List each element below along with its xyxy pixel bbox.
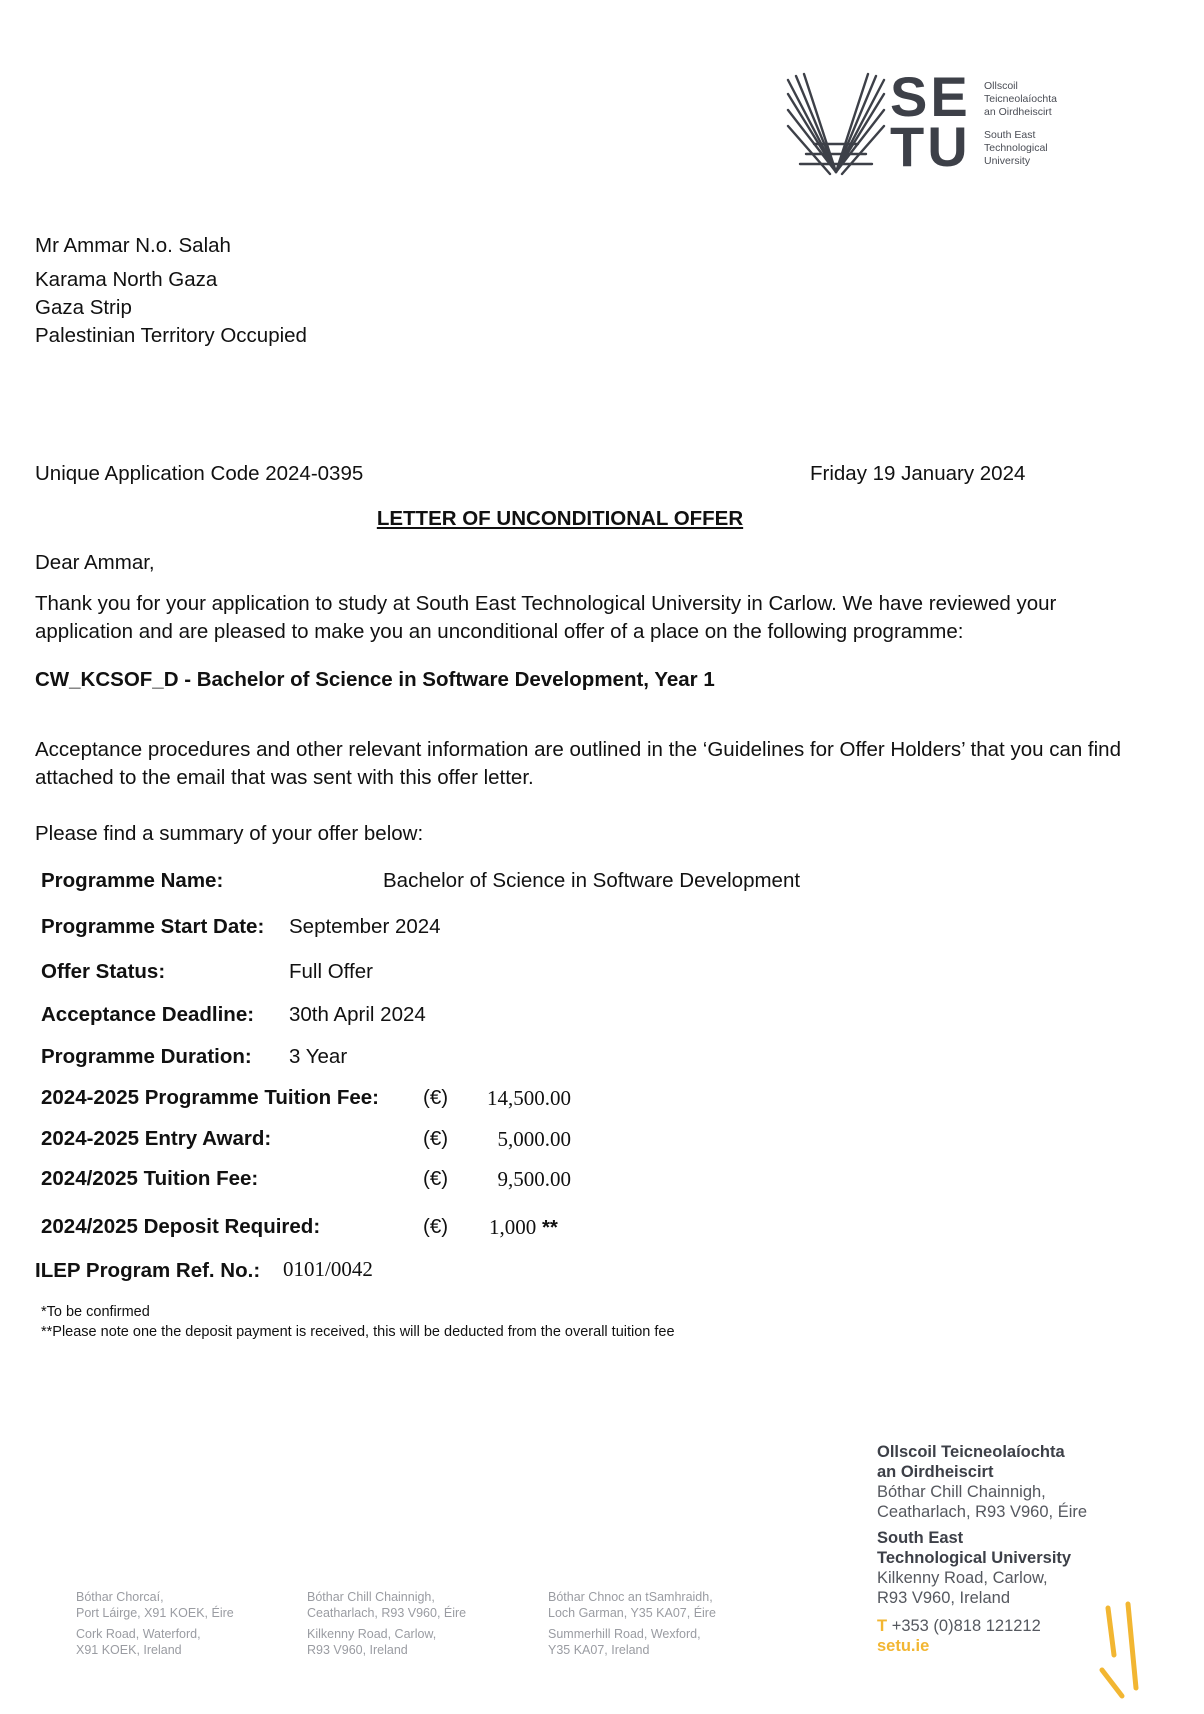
summary-label: 2024-2025 Programme Tuition Fee: xyxy=(41,1086,379,1109)
footer-line: Bóthar Chill Chainnigh, xyxy=(307,1590,435,1604)
summary-currency: (€) xyxy=(423,1127,449,1150)
footer-irish-address: Ceatharlach, R93 V960, Éire xyxy=(877,1503,1088,1521)
recipient-address-line: Gaza Strip xyxy=(35,296,132,319)
recipient-name: Mr Ammar N.o. Salah xyxy=(35,234,231,257)
footer-main-address xyxy=(877,1442,1087,1656)
footer-line: Summerhill Road, Wexford, xyxy=(548,1627,701,1641)
footer-website-link[interactable]: setu.ie xyxy=(877,1637,930,1655)
footer-line: Kilkenny Road, Carlow, xyxy=(307,1627,437,1641)
footer-line: Cork Road, Waterford, xyxy=(76,1627,201,1641)
summary-label: 2024-2025 Entry Award: xyxy=(41,1127,272,1150)
programme-line: CW_KCSOF_D - Bachelor of Science in Software Development, Year 1 xyxy=(35,668,715,691)
setu-logo xyxy=(786,65,1096,184)
footnotes xyxy=(41,1302,675,1342)
summary-amount: 9,500.00 xyxy=(497,1167,571,1191)
logo-english-line-2: Technological xyxy=(984,142,1048,154)
summary-value: 0101/0042 xyxy=(283,1257,373,1281)
footer-line: Y35 KA07, Ireland xyxy=(548,1642,650,1657)
logo-english-line-1: South East xyxy=(984,129,1036,141)
summary-currency: (€) xyxy=(423,1086,449,1109)
summary-label: 2024/2025 Deposit Required: xyxy=(41,1215,321,1238)
footer-english-address: Kilkenny Road, Carlow, xyxy=(877,1569,1048,1587)
summary-amount: 5,000.00 xyxy=(497,1127,571,1151)
summary-currency: (€) xyxy=(423,1167,449,1190)
summary-label: ILEP Program Ref. No.: xyxy=(35,1259,261,1282)
footer-line: Bóthar Chnoc an tSamhraidh, xyxy=(548,1590,713,1604)
summary-value: September 2024 xyxy=(289,915,441,938)
yellow-brush-strokes-icon xyxy=(1098,1600,1148,1700)
summary-intro: Please find a summary of your offer below: xyxy=(35,822,424,845)
summary-currency: (€) xyxy=(423,1215,449,1238)
logo-english-line-3: University xyxy=(984,155,1031,167)
footnote-line: **Please note one the deposit payment is received, this will be deducted from the overall tuition fee xyxy=(41,1324,675,1340)
footer-phone-row xyxy=(877,1616,1087,1636)
salutation: Dear Ammar, xyxy=(35,551,155,574)
recipient-address-line: Karama North Gaza xyxy=(35,268,218,291)
recipient-address-line: Palestinian Territory Occupied xyxy=(35,324,307,347)
acceptance-paragraph: Acceptance procedures and other relevant information are outlined in the ‘Guidelines for Offer Holders’ that you can find attached to the email that was sent with this offer letter. xyxy=(35,738,1121,789)
footer-english-name: Technological University xyxy=(877,1549,1072,1567)
footer-english-address: R93 V960, Ireland xyxy=(877,1589,1011,1607)
logo-letters-se: SE xyxy=(890,65,971,128)
footer-line: Loch Garman, Y35 KA07, Éire xyxy=(548,1605,716,1620)
letter-date: Friday 19 January 2024 xyxy=(810,462,1026,485)
footer-line: Port Láirge, X91 KOEK, Éire xyxy=(76,1605,234,1620)
summary-label: Programme Start Date: xyxy=(41,915,265,938)
summary-value: 30th April 2024 xyxy=(289,1003,426,1026)
footer-line: X91 KOEK, Ireland xyxy=(76,1642,182,1657)
phone-icon: T xyxy=(877,1617,888,1635)
summary-deposit-marker: ** xyxy=(541,1216,558,1239)
logo-irish-line-1: Ollscoil xyxy=(984,80,1018,92)
footer-campus-carlow xyxy=(307,1590,466,1658)
footnote-line: *To be confirmed xyxy=(41,1304,150,1320)
summary-label: Offer Status: xyxy=(41,960,166,983)
summary-value: Full Offer xyxy=(289,960,373,983)
footer-irish-address: Bóthar Chill Chainnigh, xyxy=(877,1483,1046,1501)
summary-value: Bachelor of Science in Software Development xyxy=(383,869,801,892)
footer-irish-name: an Oirdheiscirt xyxy=(877,1463,994,1481)
summary-amount: 1,000 xyxy=(489,1215,537,1239)
setu-lines-emblem-icon xyxy=(786,72,886,178)
letter-title: LETTER OF UNCONDITIONAL OFFER xyxy=(376,507,744,530)
summary-label: 2024/2025 Tuition Fee: xyxy=(41,1167,259,1190)
footer-phone: +353 (0)818 121212 xyxy=(891,1617,1041,1635)
summary-label: Acceptance Deadline: xyxy=(41,1003,255,1026)
footer-campus-waterford xyxy=(76,1590,234,1658)
footer-english-name: South East xyxy=(877,1529,964,1547)
footer-line: Bóthar Chorcaí, xyxy=(76,1590,164,1604)
recipient-block xyxy=(35,232,307,350)
logo-irish-line-3: an Oirdheiscirt xyxy=(984,106,1052,118)
logo-irish-line-2: Teicneolaíochta xyxy=(984,93,1057,105)
summary-amount: 14,500.00 xyxy=(487,1086,571,1110)
summary-label: Programme Duration: xyxy=(41,1045,252,1068)
footer-campus-wexford xyxy=(548,1590,716,1658)
logo-letters-tu: TU xyxy=(890,115,971,178)
footer-line: R93 V960, Ireland xyxy=(307,1642,408,1657)
application-code: Unique Application Code 2024-0395 xyxy=(35,462,364,485)
summary-value: 3 Year xyxy=(289,1045,348,1068)
footer-line: Ceatharlach, R93 V960, Éire xyxy=(307,1605,467,1620)
footer-irish-name: Ollscoil Teicneolaíochta xyxy=(877,1443,1065,1461)
intro-paragraph: Thank you for your application to study at South East Technological University in Carlow. We have reviewed your application and are pleased to make you an unconditional offer of a place on the following programme: xyxy=(35,592,1057,643)
summary-label: Programme Name: xyxy=(41,869,224,892)
